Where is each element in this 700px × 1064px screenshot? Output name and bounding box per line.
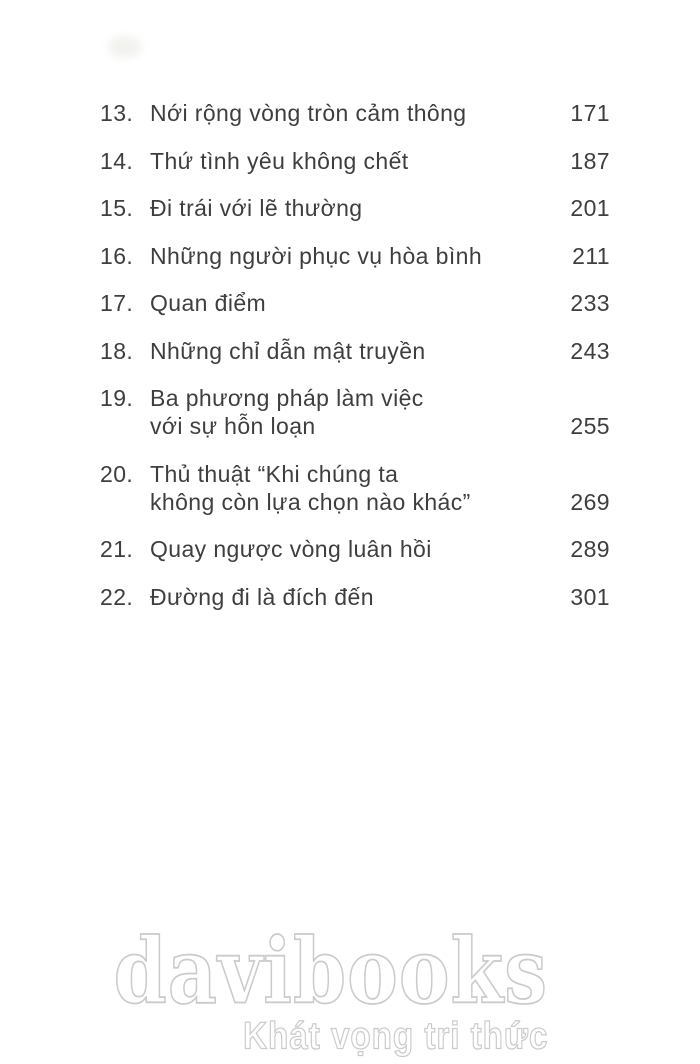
page-number: 233 xyxy=(570,290,610,316)
chapter-title: Đi trái với lẽ thường xyxy=(150,195,363,221)
chapter-number: 13. xyxy=(100,100,134,126)
chapter-title: Quan điểm xyxy=(150,290,267,316)
chapter-title: Thứ tình yêu không chết xyxy=(150,147,409,174)
table-of-contents xyxy=(100,99,610,611)
page-number: 255 xyxy=(570,413,610,439)
page-number: 301 xyxy=(570,583,610,610)
chapter-number: 20. xyxy=(100,460,134,487)
page-number: 289 xyxy=(570,536,610,562)
page-number: 187 xyxy=(570,147,610,174)
chapter-number: 15. xyxy=(100,195,134,221)
toc-item xyxy=(100,583,610,611)
watermark-tagline: Khát vọng tri thức xyxy=(242,1014,548,1058)
page-number: 171 xyxy=(570,100,610,126)
toc-item xyxy=(100,337,610,365)
page-number: 269 xyxy=(570,488,610,515)
chapter-number: 17. xyxy=(100,290,134,316)
chapter-title: Quay ngược vòng luân hồi xyxy=(150,536,432,562)
toc-item xyxy=(100,289,610,317)
page-number: 201 xyxy=(570,195,610,221)
page-number: 243 xyxy=(570,337,610,364)
toc-item xyxy=(100,147,610,175)
page-number: 211 xyxy=(572,242,610,269)
watermark-brand: davibooks xyxy=(113,918,548,1024)
toc-item xyxy=(100,460,610,516)
chapter-title: Thủ thuật “Khi chúng ta không còn lựa chọn nào khác” xyxy=(150,460,471,515)
toc-item xyxy=(100,242,610,270)
toc-item xyxy=(100,194,610,222)
toc-item xyxy=(100,99,610,127)
chapter-number: 16. xyxy=(100,242,134,269)
chapter-title: Ba phương pháp làm việc với sự hỗn loạn xyxy=(150,385,424,439)
chapter-title: Đường đi là đích đến xyxy=(150,583,374,610)
chapter-number: 14. xyxy=(100,147,134,174)
chapter-number: 19. xyxy=(100,385,134,411)
chapter-number: 18. xyxy=(100,337,134,364)
toc-item xyxy=(100,384,610,440)
toc-item xyxy=(100,535,610,563)
chapter-number: 22. xyxy=(100,583,134,610)
chapter-title: Những chỉ dẫn mật truyền xyxy=(150,337,426,364)
chapter-number: 21. xyxy=(100,536,134,562)
scan-smudge xyxy=(108,36,142,58)
chapter-title: Nới rộng vòng tròn cảm thông xyxy=(150,100,467,126)
chapter-title: Những người phục vụ hòa bình xyxy=(150,242,483,269)
